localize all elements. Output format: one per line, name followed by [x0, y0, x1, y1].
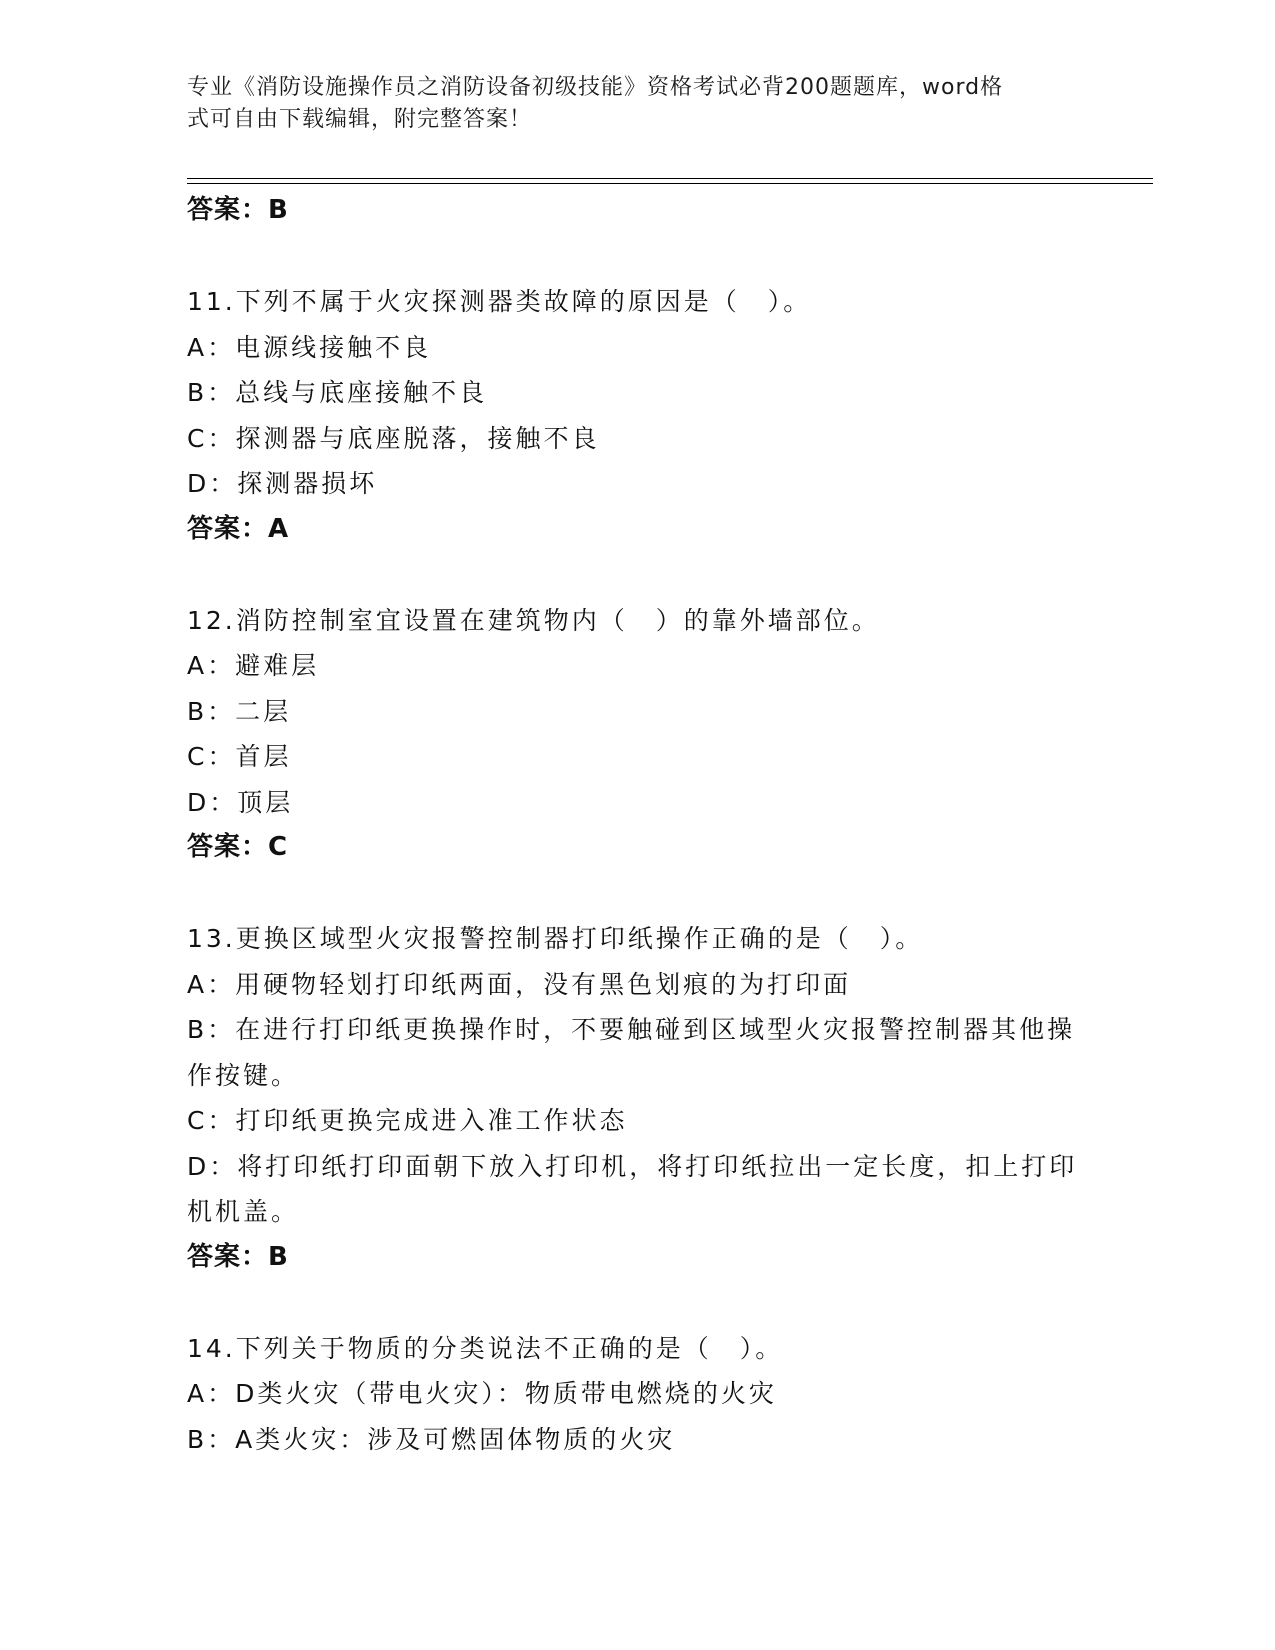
document-header: [187, 72, 1067, 136]
option-b: B：在进行打印纸更换操作时，不要触碰到区域型火灾报警控制器其他操作按键。: [187, 1015, 1076, 1090]
spacer: [187, 871, 1087, 917]
option-c: C：探测器与底座脱落，接触不良: [187, 423, 600, 453]
option-b: B：总线与底座接触不良: [187, 378, 488, 407]
answer-line: 答案：C: [187, 832, 289, 862]
option-a: A：电源线接触不良: [187, 332, 432, 362]
option-a: A：D类火灾（带电火灾）：物质带电燃烧的火灾: [187, 1379, 777, 1408]
option-c: C：首层: [187, 742, 292, 771]
option-b: B：二层: [187, 696, 292, 726]
header-line-1: 专业《消防设施操作员之消防设备初级技能》资格考试必背200题题库，word格: [187, 75, 1004, 100]
header-rule-bottom: [187, 183, 1153, 184]
option-a: A：用硬物轻划打印纸两面，没有黑色划痕的为打印面: [187, 969, 852, 999]
question-block: [187, 279, 1087, 552]
question-stem: 14.下列关于物质的分类说法不正确的是（ ）。: [187, 1333, 784, 1363]
answer-line: 答案：A: [187, 513, 290, 544]
spacer: [187, 552, 1087, 598]
option-a: A：避难层: [187, 651, 320, 680]
option-d: D：将打印纸打印面朝下放入打印机，将打印纸拉出一定长度，扣上打印机机盖。: [187, 1151, 1078, 1226]
answer-line: 答案：B: [187, 1241, 289, 1272]
spacer: [187, 234, 1087, 280]
question-stem: 13.更换区域型火灾报警控制器打印纸操作正确的是（ ）。: [187, 924, 924, 953]
question-block: [187, 916, 1087, 1280]
header-rule-top: [187, 178, 1153, 179]
option-b: B：A类火灾：涉及可燃固体物质的火灾: [187, 1424, 676, 1454]
question-stem: 11.下列不属于火灾探测器类故障的原因是（ ）。: [187, 287, 812, 316]
question-stem: 12.消防控制室宜设置在建筑物内（ ）的靠外墙部位。: [187, 605, 880, 635]
option-d: D：探测器损坏: [187, 469, 378, 498]
document-body: [187, 188, 1087, 1462]
option-c: C：打印纸更换完成进入准工作状态: [187, 1106, 628, 1135]
answer-line: 答案：B: [187, 195, 289, 225]
header-line-2: 式可自由下载编辑，附完整答案！: [187, 107, 533, 132]
question-block: [187, 1326, 1087, 1463]
option-d: D：顶层: [187, 787, 294, 817]
question-block: [187, 598, 1087, 871]
spacer: [187, 1280, 1087, 1326]
